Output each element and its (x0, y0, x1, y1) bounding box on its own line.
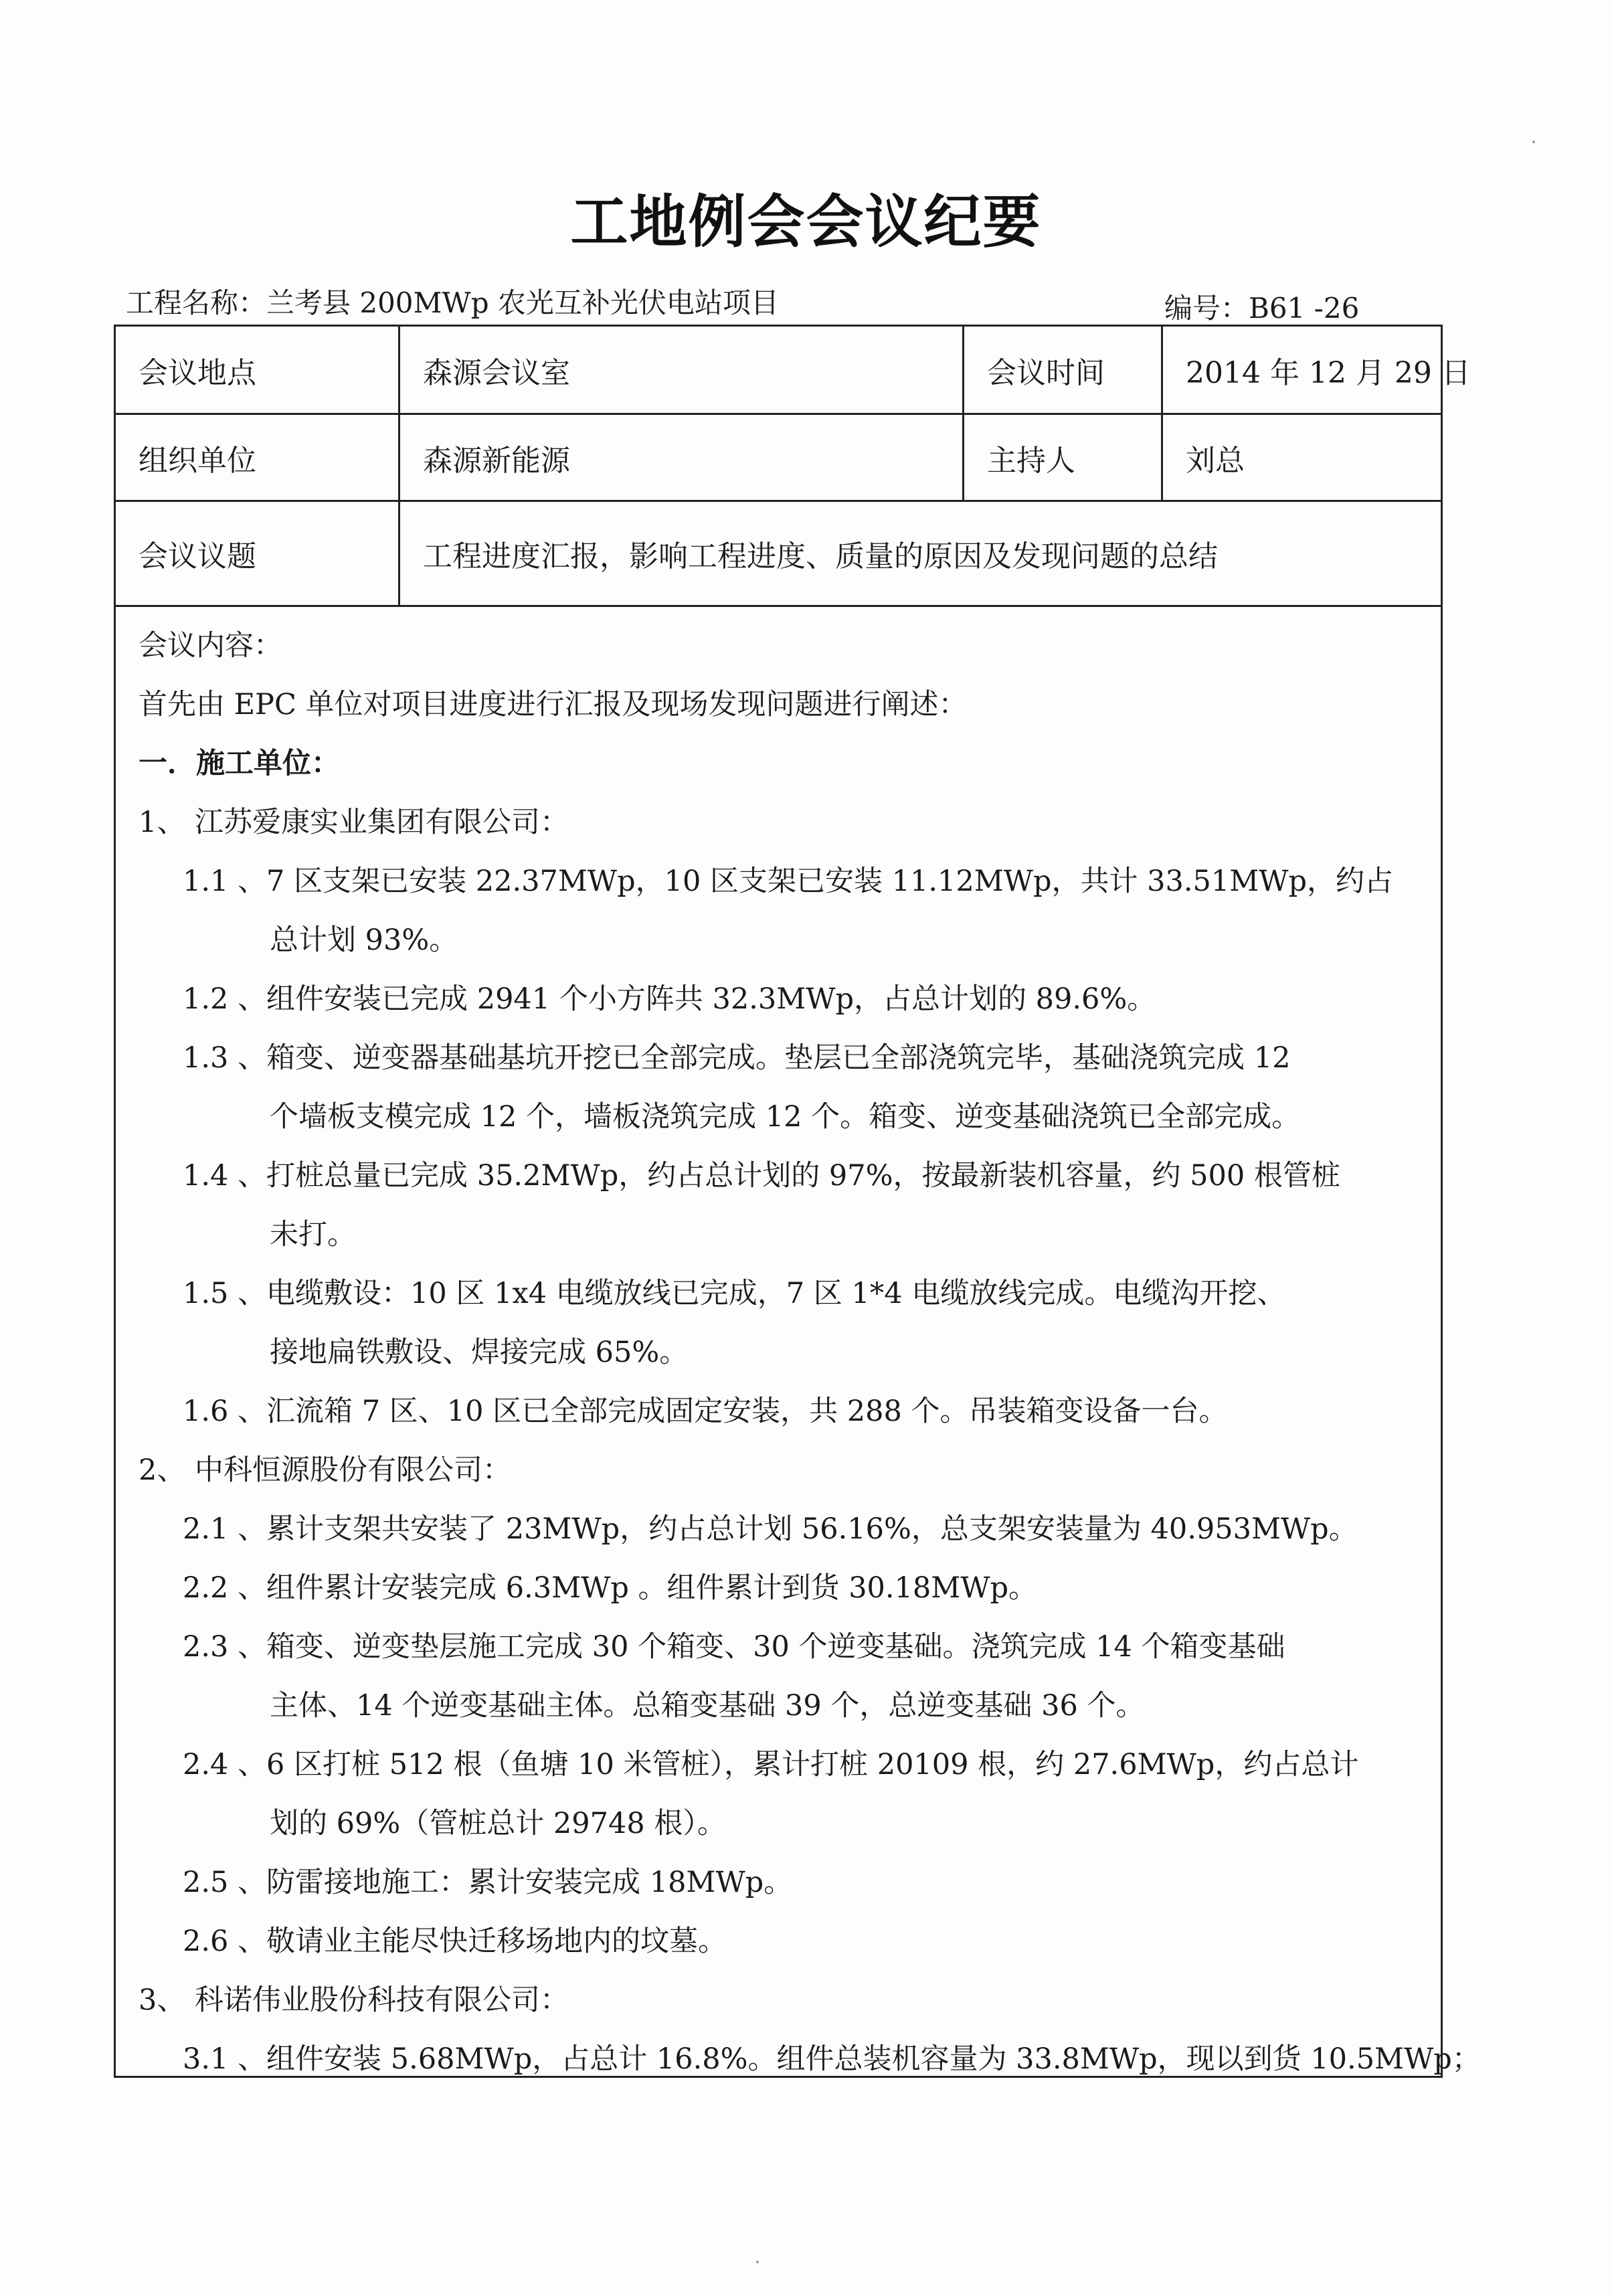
section-heading: 一．施工单位： (139, 747, 340, 780)
list-item: 2.5 、防雷接地施工：累计安装完成 18MWp。 (183, 1866, 793, 1899)
item-line-cont: 主体、14 个逆变基础主体。总箱变基础 39 个，总逆变基础 36 个。 (270, 1689, 1145, 1723)
item-line: 2.4 、6 区打桩 512 根（鱼塘 10 米管桩），累计打桩 20109 根，约 27.6MWp，约占总计 (183, 1748, 1359, 1781)
content-intro: 首先由 EPC 单位对项目进度进行汇报及现场发现问题进行阐述： (139, 688, 968, 721)
label-location: 会议地点 (116, 327, 400, 413)
project-name: 工程名称：兰考县 200MWp 农光互补光伏电站项目 (126, 286, 779, 319)
label-organizer: 组织单位 (116, 415, 400, 500)
content-heading: 会议内容： (139, 629, 282, 663)
item-line: 1.5 、电缆敷设：10 区 1x4 电缆放线已完成，7 区 1*4 电缆放线完成。电缆沟开挖、 (183, 1277, 1286, 1310)
list-item: 1.2 、组件安装已完成 2941 个小方阵共 32.3MWp，占总计划的 89.6%。 (183, 982, 1156, 1016)
meeting-content (116, 607, 1481, 2089)
list-item (116, 1617, 1441, 1735)
list-item (116, 1146, 1441, 1264)
list-item (116, 1264, 1441, 1382)
info-row-org-host (116, 415, 1441, 502)
item-line: 1.4 、打桩总量已完成 35.2MWp，约占总计划的 97%，按最新装机容量，约 500 根管桩 (183, 1159, 1340, 1193)
value-topic: 工程进度汇报，影响工程进度、质量的原因及发现问题的总结 (423, 539, 1218, 573)
item-line: 2.3 、箱变、逆变垫层施工完成 30 个箱变、30 个逆变基础。浇筑完成 14 个箱变基础 (183, 1630, 1285, 1664)
item-line-cont: 总计划 93%。 (270, 923, 458, 957)
scan-speck (1532, 141, 1535, 143)
value-location: 森源会议室 (400, 327, 964, 413)
label-host: 主持人 (964, 415, 1163, 500)
list-item (116, 1735, 1441, 1853)
item-line: 1.1 、7 区支架已安装 22.37MWp，10 区支架已安装 11.12MWp，共计 33.51MWp，约占 (183, 865, 1394, 898)
item-line-cont: 划的 69%（管桩总计 29748 根）。 (270, 1807, 726, 1840)
label-time: 会议时间 (964, 327, 1163, 413)
item-line: 1.3 、箱变、逆变器基础基坑开挖已全部完成。垫层已全部浇筑完毕，基础浇筑完成 12 (183, 1041, 1291, 1075)
scan-speck (756, 2261, 759, 2263)
list-item: 2.6 、敬请业主能尽快迁移场地内的坟墓。 (183, 1925, 727, 1958)
list-item (116, 1029, 1441, 1146)
list-item: 2.1 、累计支架共安装了 23MWp，约占总计划 56.16%，总支架安装量为 40.953MWp。 (183, 1512, 1358, 1546)
document-title: 工地例会会议纪要 (570, 189, 1042, 256)
serial-number: 编号：B61 -26 (1164, 292, 1360, 325)
list-item: 1.6 、汇流箱 7 区、10 区已全部完成固定安装，共 288 个。吊装箱变设备一台。 (183, 1395, 1228, 1428)
list-item (116, 852, 1441, 970)
info-row-location-time (116, 327, 1471, 415)
value-host: 刘总 (1186, 443, 1245, 478)
list-item: 3.1 、组件安装 5.68MWp，占总计 16.8%。组件总装机容量为 33.8MWp，现以到货 10.5MWp； (183, 2042, 1481, 2076)
unit-heading: 3、 科诺伟业股份科技有限公司： (139, 1983, 569, 2017)
label-topic: 会议议题 (116, 502, 400, 605)
unit-heading: 2、 中科恒源股份有限公司： (139, 1453, 512, 1487)
value-organizer: 森源新能源 (400, 415, 964, 500)
minutes-table (114, 325, 1481, 2078)
item-line-cont: 接地扁铁敷设、焊接完成 65%。 (270, 1336, 689, 1369)
unit-heading: 1、 江苏爱康实业集团有限公司： (139, 806, 569, 839)
info-row-topic (116, 502, 1441, 607)
item-line-cont: 未打。 (270, 1218, 356, 1251)
item-line-cont: 个墙板支模完成 12 个，墙板浇筑完成 12 个。箱变、逆变基础浇筑已全部完成。 (270, 1100, 1301, 1134)
value-time: 2014 年 12 月 29 日 (1186, 355, 1471, 390)
list-item: 2.2 、组件累计安装完成 6.3MWp 。组件累计到货 30.18MWp。 (183, 1571, 1038, 1605)
